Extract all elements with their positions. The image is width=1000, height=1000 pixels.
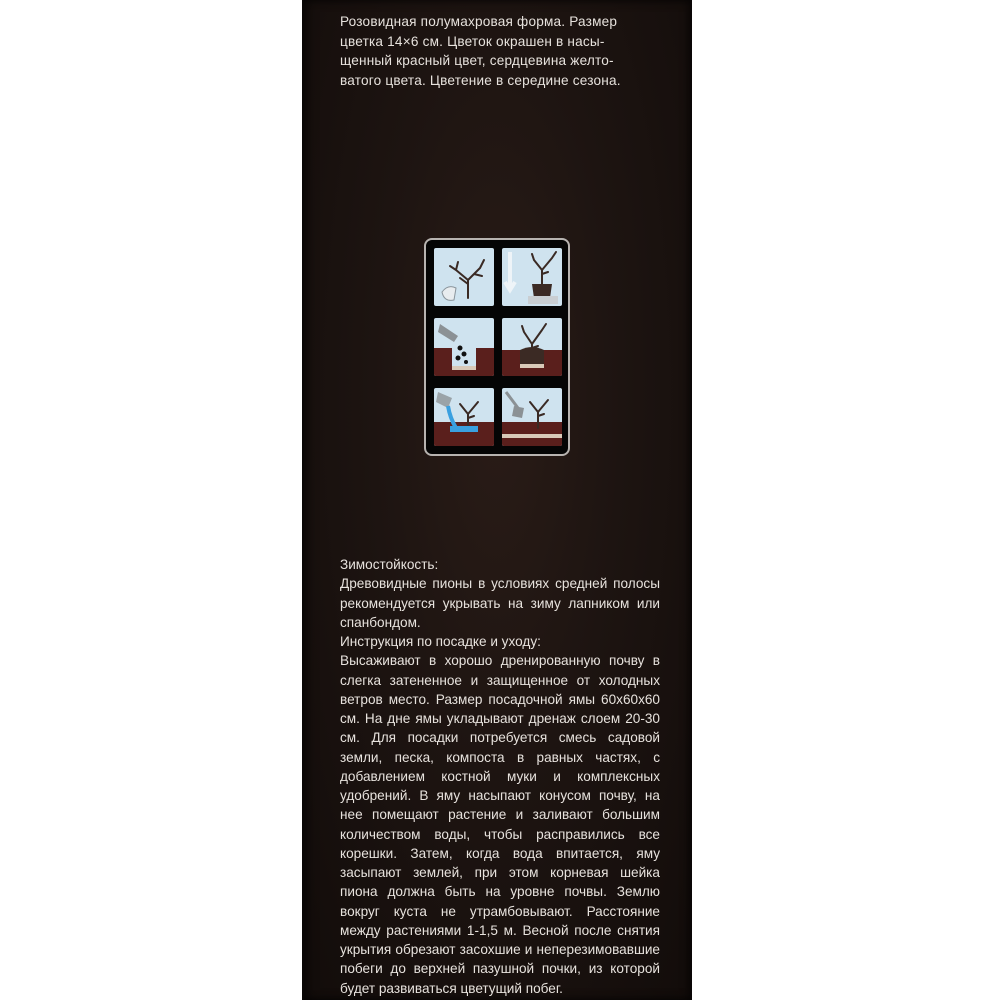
care-instructions xyxy=(340,555,660,998)
planting-instructions-heading: Инструкция по посадке и уходу: xyxy=(340,634,541,649)
step-5-watering-icon xyxy=(434,388,494,446)
step-6-backfill-icon xyxy=(502,388,562,446)
flower-description: Розовидная полумахровая форма. Размер цветка 14×6 см. Цветок окрашен в насы- щенный красный цвет, сердцевина желто- ватого цвета. Цветение в середине сезона. xyxy=(340,14,621,88)
step-3-drainage-icon xyxy=(434,318,494,376)
winter-hardiness-text: Древовидные пионы в условиях средней полосы рекомендуется укрывать на зиму лапником или спанбондом. xyxy=(340,576,660,630)
panel-edge-left xyxy=(302,0,304,1000)
step-4-place-plant-icon xyxy=(502,318,562,376)
step-2-potted-plant-icon xyxy=(502,248,562,306)
panel-edge-right xyxy=(690,0,692,1000)
step-1-unpack-icon xyxy=(434,248,494,306)
winter-hardiness-heading: Зимостойкость: xyxy=(340,557,439,572)
planting-instructions-text: Высаживают в хорошо дренированную почву в слегка затененное и защищенное от холодных ветров место. Размер посадочной ямы 60х60х60 см. На дне ямы укладывают дренаж слоем 20-30 см. Для посадки потребуется смесь садовой земли, песка, компоста в равных частях, с добавлением костной муки и комплексных удобрений. В яму насыпают конусом почву, на нее помещают растение и заливают большим количеством воды, чтобы расправились все корешки. Затем, когда вода впитается, яму засыпают землей, при этом корневая шейка пиона должна быть на уровне почвы. Землю вокруг куста не утрамбовывают. Расстояние между растениями 1-1,5 м. Весной после снятия укрытия обрезают засохшие и неперезимовавшие побеги до верхней пазушной почки, из которой будет развиваться цветущий побег. xyxy=(340,653,660,996)
planting-steps-illustration xyxy=(424,238,570,456)
